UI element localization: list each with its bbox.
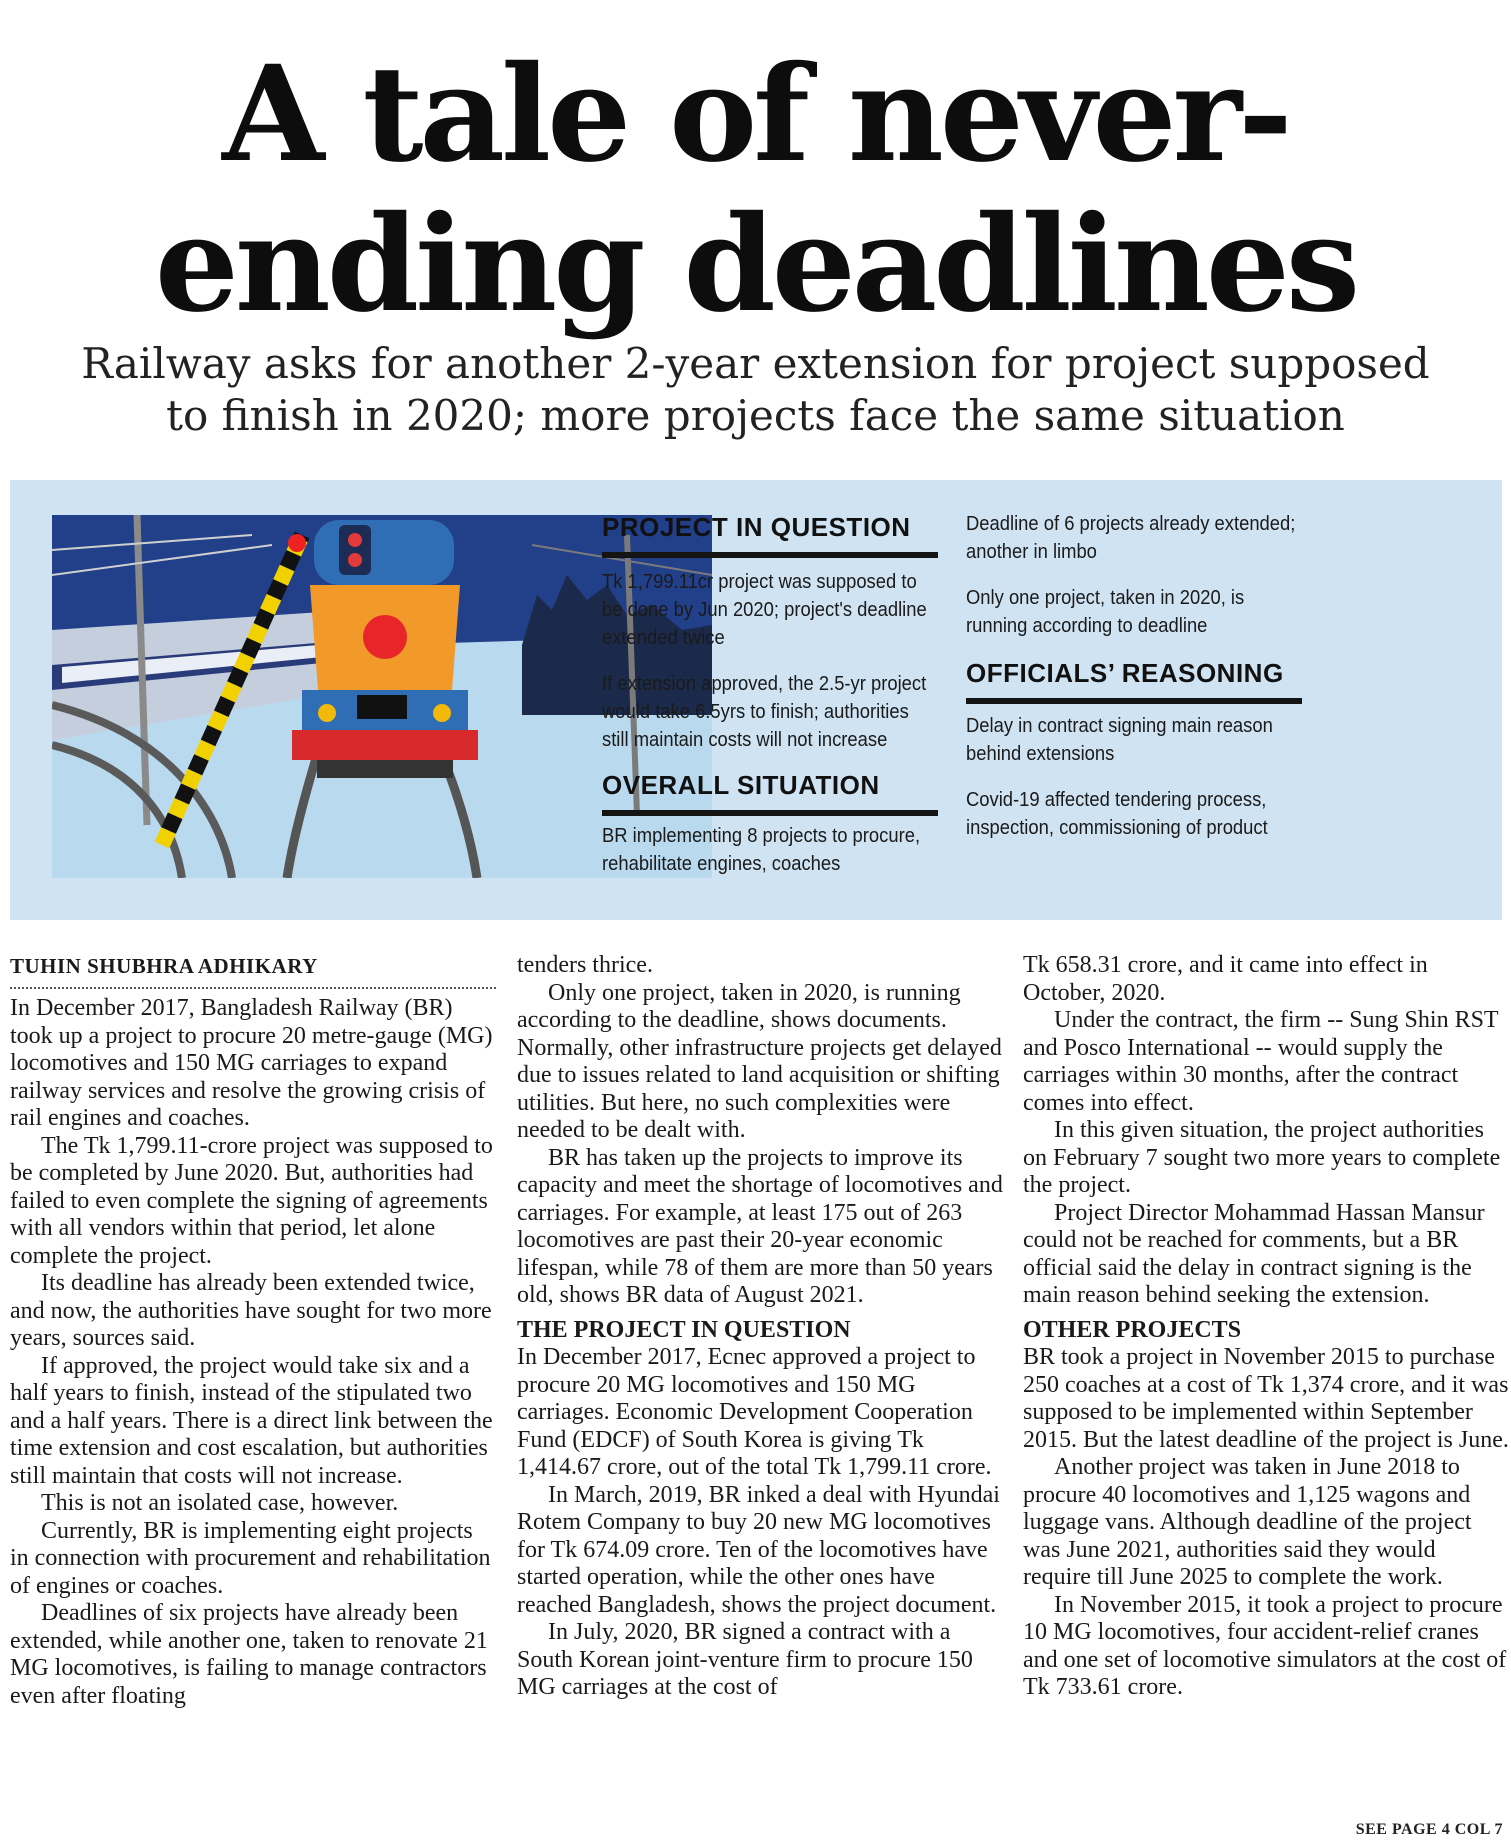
byline-rule — [10, 987, 496, 989]
headline-line-2: ending deadlines — [154, 187, 1357, 342]
byline: TUHIN SHUBHRA ADHIKARY — [10, 954, 318, 978]
col2-paragraph-2: BR has taken up the projects to improve its capacity and meet the shortage of locomotives and carriages. For example, at least 175 out of 263 locomotives are past their 20-year economic lifespan, while 78 of them are more than 50 years old, shows BR data of August 2021. — [517, 1144, 1003, 1308]
col1-paragraph-6: Currently, BR is implementing eight projects in connection with procurement and rehabilitation of engines or coaches. — [10, 1517, 491, 1599]
infobox-panel — [10, 480, 1502, 920]
section1-paragraph-2: In March, 2019, BR inked a deal with Hyundai Rotem Company to buy 20 new MG locomotives for Tk 674.09 crore. Ten of the locomotives have started operation, while the other ones have reached Bangladesh, shows the project document. — [517, 1481, 1000, 1618]
loco-red-buffer — [292, 730, 478, 760]
loco-left-lamp — [318, 704, 336, 722]
section2-first-paragraph: BR took a project in November 2015 to purchase 250 coaches at a cost of Tk 1,374 crore, and it was supposed to be implemented within September 2015. But the latest deadline of the project is June. — [1023, 1344, 1509, 1453]
officials-point-1: Delay in contract signing main reason behind extensions — [966, 715, 1273, 765]
section1-first-paragraph: In December 2017, Ecnec approved a project to procure 20 MG locomotives and 150 MG carriages. Economic Development Cooperation Fund (EDCF) of South Korea is giving Tk 1,414.67 crore, out of the total Tk 1,799.11 crore. — [517, 1344, 992, 1480]
loco-emblem — [363, 615, 407, 659]
project-point-2: If extension approved, the 2.5-yr project would take 6.5yrs to finish; authorities still maintain costs will not increase — [602, 673, 927, 751]
col1-paragraph-7: Deadlines of six projects have already been extended, while another one, taken to renovate 21 MG locomotives, is failing to manage contractors even after floating — [10, 1600, 488, 1709]
project-heading-rule — [602, 552, 938, 558]
section1-paragraph-3: In July, 2020, BR signed a contract with a South Korean joint-venture firm to procure 150 MG carriages at the cost of — [517, 1619, 973, 1700]
headline — [0, 37, 1511, 342]
subheadline-line-1: Railway asks for another 2-year extension for project supposed — [81, 339, 1430, 388]
col1-paragraph-3: Its deadline has already been extended twice, and now, the authorities have sought for two more years, sources said. — [10, 1270, 492, 1351]
loco-window — [339, 525, 371, 575]
project-point-1: Tk 1,799.11cr project was supposed to be done by Jun 2020; project's deadline extended twice — [602, 571, 927, 649]
officials-point-2: Covid-19 affected tendering process, inspection, commissioning of product — [966, 789, 1268, 839]
article-column-1 — [10, 952, 496, 1710]
col3-paragraph-2: In this given situation, the project authorities on February 7 sought two more years to complete the project. — [1023, 1117, 1501, 1198]
subheadline-line-2: to finish in 2020; more projects face the same situation — [166, 391, 1345, 440]
section2-paragraph-2: Another project was taken in June 2018 to procure 40 locomotives and 1,125 wagons and luggage vans. Although deadline of the project was June 2021, authorities said they would require till June 2025 to complete the work. — [1023, 1454, 1472, 1590]
loco-bumper — [317, 760, 453, 778]
officials-heading-rule — [966, 698, 1302, 704]
col3-paragraph-1: Under the contract, the firm -- Sung Shin RST and Posco International -- would supply the carriages within 30 months, after the contract comes into effect. — [1023, 1007, 1499, 1116]
overall-point-1: BR implementing 8 projects to procure, rehabilitate engines, coaches — [602, 825, 921, 875]
project-in-question-heading: PROJECT IN QUESTION — [602, 512, 911, 542]
loco-signal-light-1 — [348, 533, 362, 547]
section2-paragraph-3: In November 2015, it took a project to procure 10 MG locomotives, four accident-relief cranes and one set of locomotive simulators at the cost of Tk 733.61 crore. — [1023, 1591, 1507, 1700]
col1-paragraph-2: The Tk 1,799.11-crore project was supposed to be completed by June 2020. But, authorities had failed to even complete the signing of agreements with all vendors within that period, let alone complete the project. — [10, 1132, 493, 1269]
section-heading-project-in-question: THE PROJECT IN QUESTION — [517, 1316, 851, 1343]
article-column-2 — [517, 952, 1003, 1702]
col2-paragraph-1: Only one project, taken in 2020, is running according to the deadline, shows documents. Normally, other infrastructure projects get delayed due to issues related to land acquisition or shifting utilities. But here, no such complexities were needed to be dealt with. — [517, 979, 1002, 1143]
subheadline — [0, 338, 1511, 442]
col1-paragraph-5: This is not an isolated case, however. — [41, 1490, 399, 1516]
loco-headlights — [357, 695, 407, 719]
col2-continuation: tenders thrice. — [517, 952, 653, 978]
overall-situation-heading: OVERALL SITUATION — [602, 770, 880, 800]
headline-line-1: A tale of never- — [222, 37, 1289, 192]
col3-paragraph-3: Project Director Mohammad Hassan Mansur could not be reached for comments, but a BR official said the delay in contract signing is the main reason behind seeking the extension. — [1023, 1199, 1485, 1308]
article-column-3 — [1023, 952, 1509, 1702]
overall-point-3: Only one project, taken in 2020, is running according to deadline — [966, 587, 1245, 637]
col1-paragraph-4: If approved, the project would take six and a half years to finish, instead of the stipulated two and a half years. There is a direct link between the time extension and cost escalation, but authorities still maintain that costs will not increase. — [10, 1352, 493, 1489]
col1-paragraph-1: In December 2017, Bangladesh Railway (BR) took up a project to procure 20 metre-gauge (MG) locomotives and 150 MG carriages to expand railway services and resolve the growing crisis of rail engines and coaches. — [10, 995, 493, 1131]
loco-right-lamp — [433, 704, 451, 722]
loco-signal-light-2 — [348, 553, 362, 567]
barrier-red-light — [288, 534, 306, 552]
overall-point-2: Deadline of 6 projects already extended; another in limbo — [966, 513, 1296, 563]
overall-heading-rule — [602, 810, 938, 816]
jump-reference: SEE PAGE 4 COL 7 — [1355, 1821, 1503, 1838]
section-heading-other-projects: OTHER PROJECTS — [1023, 1316, 1242, 1343]
officials-reasoning-heading: OFFICIALS’ REASONING — [966, 658, 1284, 688]
loco-cab-top — [314, 520, 454, 585]
col3-continuation: Tk 658.31 crore, and it came into effect in October, 2020. — [1023, 952, 1428, 1006]
